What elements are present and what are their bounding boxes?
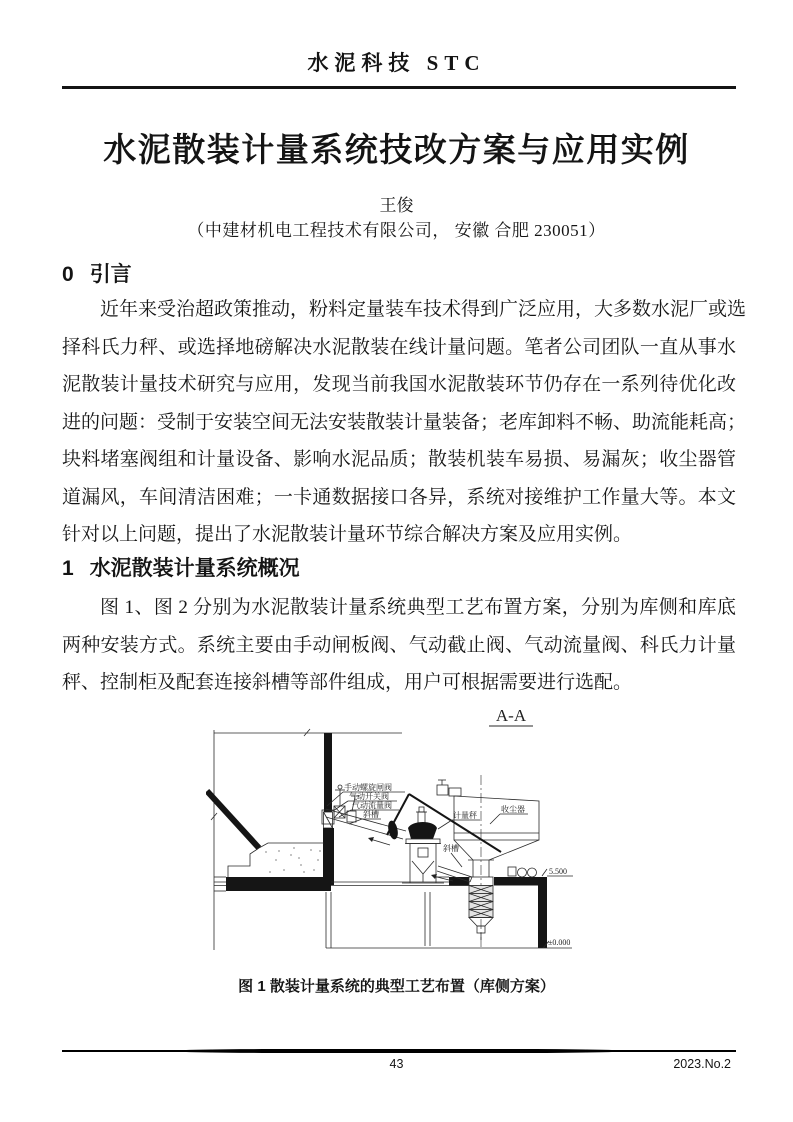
silo-cone — [207, 791, 259, 848]
footer-rule — [62, 1050, 736, 1052]
section-1-number: 1 — [62, 557, 74, 580]
elevation-0000-label: ±0.000 — [547, 938, 570, 947]
paragraph-line: 择科氏力秤、或选择地磅解决水泥散装在线计量问题。笔者公司团队一直从事水 — [62, 336, 736, 358]
section-0-heading — [62, 258, 132, 288]
paragraph-line: 泥散装计量技术研究与应用，发现当前我国水泥散装环节仍存在一系列待优化改 — [62, 374, 736, 395]
issue-number: 2023.No.2 — [673, 1057, 731, 1071]
pneumatic-switch-valve-label: 气动开关阀 — [348, 792, 389, 801]
paragraph-line: 秤、控制柜及配套连接斜槽等部件组成，用户可根据需要进行选配。 — [62, 672, 633, 693]
section-1-heading — [62, 552, 300, 582]
loading-spout-bellows — [469, 877, 493, 940]
section-1-paragraph — [62, 589, 736, 702]
section-0-number: 0 — [62, 263, 74, 286]
blower-unit — [508, 867, 537, 877]
dust-collector-label: 收尘器 — [500, 805, 525, 814]
paragraph-line: 两种安装方式。系统主要由手动闸板阀、气动截止阀、气动流量阀、科氏力计量 — [62, 634, 736, 656]
article-title: 水泥散装计量系统技改方案与应用实例 — [103, 131, 690, 168]
article-affiliation: （中建材机电工程技术有限公司， 安徽 合肥 230051） — [187, 221, 606, 240]
article-author: 王俊 — [379, 196, 414, 215]
figure-1 — [0, 700, 793, 972]
fan-unit — [437, 785, 448, 795]
scale-body — [408, 822, 437, 839]
page-number: 43 — [389, 1057, 404, 1071]
process-layout-drawing — [206, 700, 616, 972]
silo-wall — [324, 733, 332, 812]
section-mark-label: A-A — [495, 706, 526, 725]
platform-floor — [214, 877, 572, 948]
pneumatic-flow-valve-label: 气动流量阀 — [351, 801, 392, 810]
elevation-5500-label: 5.500 — [548, 867, 567, 876]
paragraph-line: 进的问题：受制于安装空间无法安装散装计量装备；老库卸料不畅、助流能耗高； — [62, 411, 747, 433]
section-1-title: 水泥散装计量系统概况 — [89, 557, 300, 580]
scale-label: 计量秤 — [452, 811, 477, 820]
flow-arrow — [368, 837, 374, 842]
paragraph-line: 块料堵塞阀组和计量设备、影响水泥品质；散装机装车易损、易漏灰；收尘器管 — [62, 449, 736, 470]
section-0-paragraph — [62, 291, 747, 554]
upper-chute-label: 斜槽 — [362, 810, 379, 819]
left-foundation — [226, 877, 331, 891]
figure-1-caption: 图 1 散装计量系统的典型工艺布置（库侧方案） — [238, 978, 555, 995]
right-wall — [538, 877, 547, 948]
paragraph-line: 近年来受治超政策推动，粉料定量装车技术得到广泛应用，大多数水泥厂或选 — [100, 299, 747, 320]
journal-header-title: 水泥科技 STC — [307, 51, 486, 75]
paragraph-line: 图 1、图 2 分别为水泥散装计量系统典型工艺布置方案，分别为库侧和库底 — [100, 597, 736, 618]
manual-valve-label: 手动螺旋闸阀 — [343, 783, 392, 792]
header-rule — [62, 86, 736, 89]
section-mark — [489, 706, 533, 726]
paragraph-line: 道漏风，车间清洁困难；一卡通数据接口各异，系统对接维护工作量大等。本文 — [62, 486, 736, 508]
section-0-title: 引言 — [89, 263, 132, 286]
paragraph-line: 针对以上问题，提出了水泥散装计量环节综合解决方案及应用实例。 — [62, 524, 633, 545]
lower-chute-label: 斜槽 — [442, 844, 459, 853]
concrete-stipple — [265, 847, 320, 872]
